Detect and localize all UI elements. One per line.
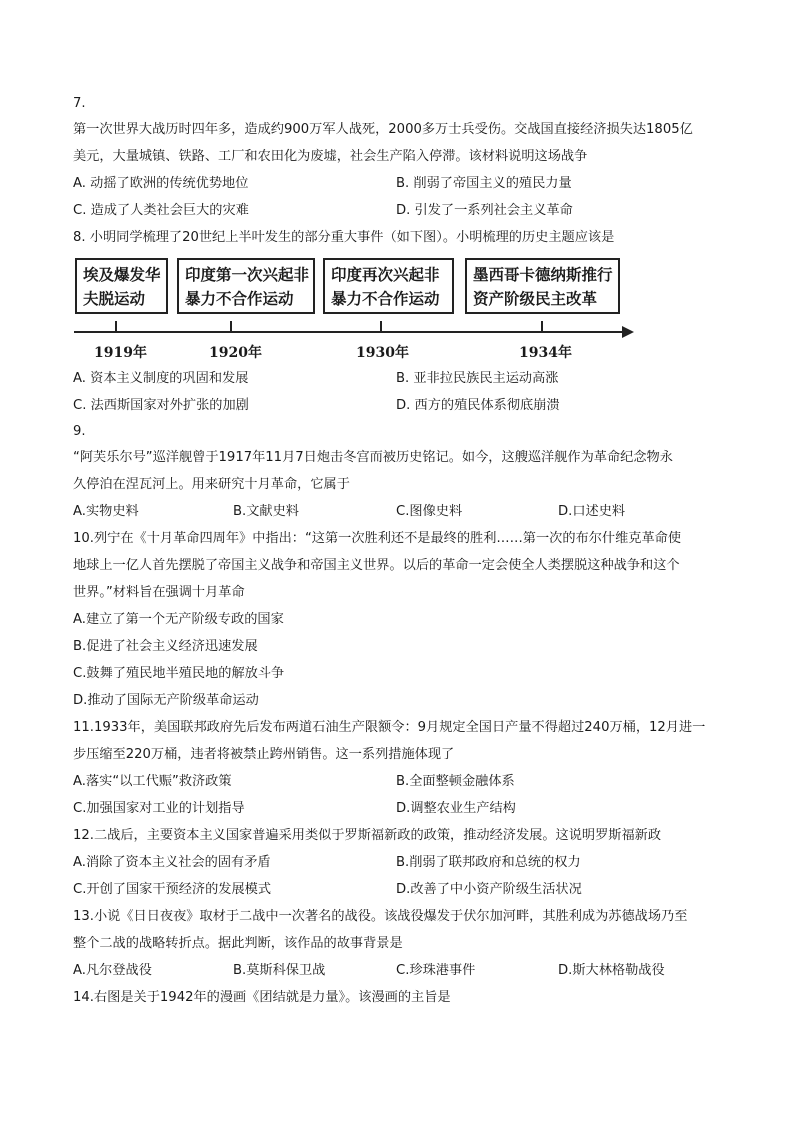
timeline-event-1-line2: 夫脱运动	[83, 289, 146, 308]
question-10-option-a: A.建立了第一个无产阶级专政的国家	[73, 612, 284, 627]
question-13-option-a: A.凡尔登战役	[73, 963, 152, 978]
timeline-arrow-icon	[622, 326, 634, 338]
question-12-option-b: B.削弱了联邦政府和总统的权力	[396, 855, 581, 870]
timeline-event-box-4	[465, 258, 620, 314]
question-9-option-c: C.图像史料	[396, 504, 463, 519]
question-12-option-c: C.开创了国家干预经济的发展模式	[73, 882, 272, 897]
question-10-stem-line1: 10.列宁在《十月革命四周年》中指出：“这第一次胜利还不是最终的胜利……第一次的布尔什维克革命使	[73, 531, 682, 546]
question-8-option-b: B. 亚非拉民族民主运动高涨	[396, 371, 559, 386]
timeline-event-4-line1: 墨西哥卡德纳斯推行	[473, 265, 613, 284]
question-7-option-c: C. 造成了人类社会巨大的灾难	[73, 203, 249, 218]
timeline-event-2-line2: 暴力不合作运动	[185, 289, 294, 308]
question-7-option-a: A. 动摇了欧洲的传统优势地位	[73, 176, 249, 191]
question-7-number: 7.	[73, 96, 86, 111]
question-9-stem-line2: 久停泊在涅瓦河上。用来研究十月革命，它属于	[73, 477, 350, 492]
timeline-event-4-line2: 资产阶级民主改革	[473, 289, 598, 308]
question-12-stem: 12.二战后，主要资本主义国家普遍采用类似于罗斯福新政的政策，推动经济发展。这说明罗斯福新政	[73, 828, 662, 843]
question-13-option-d: D.斯大林格勒战役	[558, 963, 665, 978]
question-7-option-d: D. 引发了一系列社会主义革命	[396, 203, 573, 218]
question-13-option-c: C.珍珠港事件	[396, 963, 476, 978]
question-13-option-b: B.莫斯科保卫战	[233, 963, 326, 978]
question-11-option-d: D.调整农业生产结构	[396, 801, 516, 816]
question-11-option-c: C.加强国家对工业的计划指导	[73, 801, 245, 816]
timeline-figure	[70, 255, 640, 365]
question-9-option-b: B.文献史料	[233, 504, 299, 519]
timeline-year-2: 1920年	[209, 345, 262, 361]
question-12-option-a: A.消除了资本主义社会的固有矛盾	[73, 855, 271, 870]
question-9-number: 9.	[73, 424, 86, 439]
question-11-option-b: B.全面整顿金融体系	[396, 774, 515, 789]
timeline-event-box-1	[75, 258, 168, 314]
timeline-event-3-line2: 暴力不合作运动	[331, 289, 440, 308]
timeline-year-1: 1919年	[94, 345, 147, 361]
question-8-option-d: D. 西方的殖民体系彻底崩溃	[396, 398, 560, 413]
question-10-option-d: D.推动了国际无产阶级革命运动	[73, 693, 259, 708]
timeline-event-3-line1: 印度再次兴起非	[331, 265, 440, 284]
question-11-stem-line2: 步压缩至220万桶，违者将被禁止跨州销售。这一系列措施体现了	[73, 747, 455, 762]
timeline-event-box-3	[323, 258, 454, 314]
question-14-stem: 14.右图是关于1942年的漫画《团结就是力量》。该漫画的主旨是	[73, 990, 451, 1005]
question-9-option-a: A.实物史料	[73, 504, 139, 519]
timeline-tick-1	[115, 321, 117, 333]
timeline-axis	[74, 331, 626, 333]
question-13-stem-line1: 13.小说《日日夜夜》取材于二战中一次著名的战役。该战役爆发于伏尔加河畔，其胜利成为苏德战场乃至	[73, 909, 688, 924]
timeline-event-box-2	[177, 258, 315, 314]
question-8-stem: 8. 小明同学梳理了20世纪上半叶发生的部分重大事件（如下图）。小明梳理的历史主题应该是	[73, 230, 615, 245]
timeline-tick-3	[380, 321, 382, 333]
timeline-tick-2	[230, 321, 232, 333]
question-8-option-c: C. 法西斯国家对外扩张的加剧	[73, 398, 249, 413]
question-7-option-b: B. 削弱了帝国主义的殖民力量	[396, 176, 572, 191]
question-11-option-a: A.落实“以工代赈”救济政策	[73, 774, 232, 789]
timeline-event-1-line1: 埃及爆发华	[83, 265, 161, 284]
timeline-year-4: 1934年	[519, 345, 572, 361]
question-9-stem-line1: “阿芙乐尔号”巡洋舰曾于1917年11月7日炮击冬宫而被历史铭记。如今，这艘巡洋舰作为革命纪念物永	[73, 450, 673, 465]
question-10-stem-line3: 世界。”材料旨在强调十月革命	[73, 585, 245, 600]
question-12-option-d: D.改善了中小资产阶级生活状况	[396, 882, 582, 897]
question-10-option-b: B.促进了社会主义经济迅速发展	[73, 639, 258, 654]
question-9-option-d: D.口述史料	[558, 504, 626, 519]
question-8-option-a: A. 资本主义制度的巩固和发展	[73, 371, 249, 386]
question-13-stem-line2: 整个二战的战略转折点。据此判断，该作品的故事背景是	[73, 936, 403, 951]
timeline-tick-4	[541, 321, 543, 333]
question-10-stem-line2: 地球上一亿人首先摆脱了帝国主义战争和帝国主义世界。以后的革命一定会使全人类摆脱这种战争和这个	[73, 558, 680, 573]
question-10-option-c: C.鼓舞了殖民地半殖民地的解放斗争	[73, 666, 285, 681]
timeline-year-3: 1930年	[356, 345, 409, 361]
question-7-stem-line1: 第一次世界大战历时四年多，造成约900万军人战死，2000多万士兵受伤。交战国直接经济损失达1805亿	[73, 122, 693, 137]
timeline-event-2-line1: 印度第一次兴起非	[185, 265, 310, 284]
question-11-stem-line1: 11.1933年，美国联邦政府先后发布两道石油生产限额令：9月规定全国日产量不得超过240万桶，12月进一	[73, 720, 706, 735]
question-7-stem-line2: 美元，大量城镇、铁路、工厂和农田化为废墟，社会生产陷入停滞。该材料说明这场战争	[73, 149, 588, 164]
